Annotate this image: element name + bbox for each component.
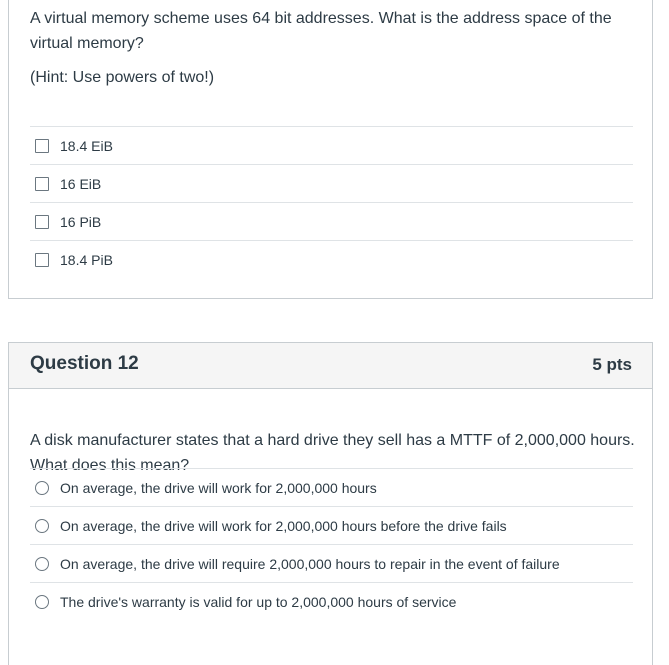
question-points: 5 pts [592, 355, 632, 374]
answer-label: On average, the drive will work for 2,000,000 hours [60, 479, 377, 496]
question-12-card [8, 342, 653, 665]
question-11-text: A virtual memory scheme uses 64 bit addresses. What is the address space of the virtual memory? [30, 10, 612, 52]
radio-icon[interactable] [35, 557, 49, 571]
answer-label: 18.4 EiB [60, 137, 113, 154]
answer-label: On average, the drive will work for 2,000,000 hours before the drive fails [60, 517, 507, 534]
checkbox-icon[interactable] [35, 253, 49, 267]
answer-label: 16 PiB [60, 213, 102, 230]
answer-option[interactable] [30, 164, 633, 202]
question-11-answers [30, 126, 633, 278]
question-11-hint: (Hint: Use powers of two!) [30, 69, 215, 86]
answer-label: 16 EiB [60, 175, 102, 192]
answer-label: 18.4 PiB [60, 251, 113, 268]
checkbox-icon[interactable] [35, 177, 49, 191]
answer-label: On average, the drive will require 2,000,000 hours to repair in the event of failure [60, 555, 560, 572]
answer-option[interactable] [30, 126, 633, 164]
question-title: Question 12 [30, 353, 139, 374]
radio-icon[interactable] [35, 519, 49, 533]
answer-option[interactable] [30, 468, 633, 506]
checkbox-icon[interactable] [35, 215, 49, 229]
radio-icon[interactable] [35, 481, 49, 495]
answer-option[interactable] [30, 240, 633, 278]
question-12-answers [30, 468, 633, 620]
question-12-text: A disk manufacturer states that a hard drive they sell has a MTTF of 2,000,000 hours. What does this mean? [30, 432, 635, 474]
radio-icon[interactable] [35, 595, 49, 609]
answer-label: The drive's warranty is valid for up to 2,000,000 hours of service [60, 593, 457, 610]
question-11-card [8, 0, 653, 299]
answer-option[interactable] [30, 506, 633, 544]
checkbox-icon[interactable] [35, 139, 49, 153]
answer-option[interactable] [30, 582, 633, 620]
question-header [9, 343, 652, 389]
answer-option[interactable] [30, 202, 633, 240]
answer-option[interactable] [30, 544, 633, 582]
